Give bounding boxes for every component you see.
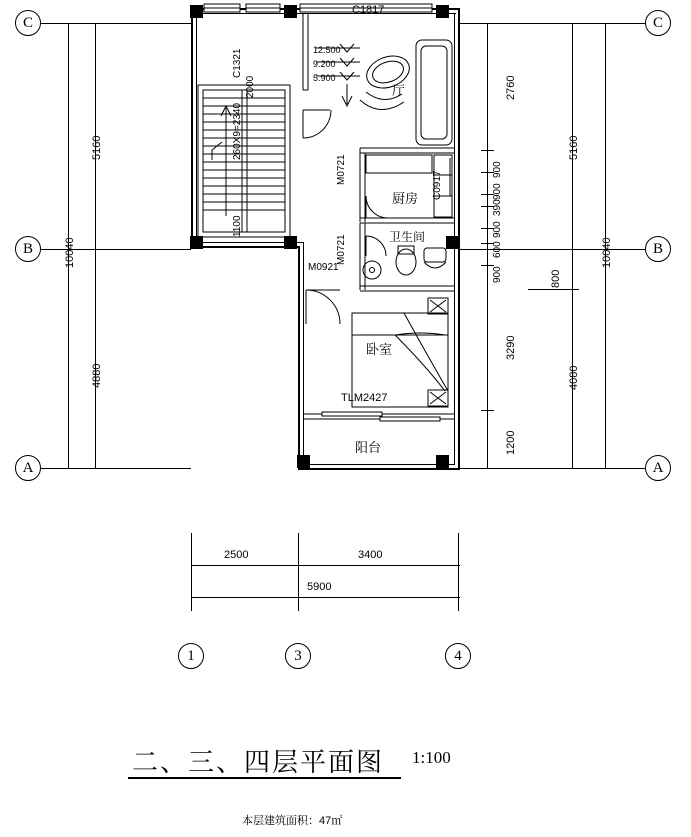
dim-bottom-3400: 3400 (358, 549, 383, 561)
dim-left-5160: 5160 (91, 135, 103, 160)
opening-m0721-upper: M0721 (336, 154, 347, 185)
opening-m0921: M0921 (308, 262, 339, 273)
level-5900: 5.900 (313, 73, 336, 83)
drawing-scale: 1:100 (412, 748, 451, 767)
room-label-bedroom: 卧室 (366, 342, 393, 357)
grid-label: B (652, 240, 663, 257)
dim-ext-3 (298, 533, 299, 611)
dim-line-bottom-total (191, 597, 460, 598)
drawing-title: 二、三、四层平面图 (132, 748, 385, 777)
stair-note-run: 1100 (232, 215, 243, 237)
dim-right-2760: 2760 (505, 75, 517, 100)
room-label-balcony: 阳台 (355, 440, 382, 455)
dim-right-4080: 4080 (568, 365, 580, 390)
dim-right-900a: 900 (492, 161, 503, 178)
opening-tlm2427: TLM2427 (341, 392, 388, 404)
dim-right-900d: 900 (492, 266, 503, 283)
grid-label: C (652, 14, 663, 31)
grid-label: A (652, 459, 664, 476)
opening-c1321: C1321 (232, 48, 243, 78)
dim-right-total-10040: 10040 (601, 237, 613, 268)
grid-label: B (22, 240, 33, 257)
title-underline (128, 777, 401, 779)
dim-right-390: 390 (492, 199, 503, 216)
dim-right-1200: 1200 (505, 430, 517, 455)
stair-note-width: 2000 (245, 75, 256, 98)
opening-m0721-lower: M0721 (336, 234, 347, 265)
dim-right-900c: 900 (492, 221, 503, 238)
level-12500: 12.500 (313, 45, 341, 55)
room-label-bathroom: 卫生间 (389, 230, 426, 244)
opening-c0917: C0917 (432, 170, 443, 200)
grid-label: 1 (187, 647, 195, 664)
room-label-hall: 厅 (392, 83, 406, 98)
dim-bottom-5900: 5900 (307, 581, 332, 593)
dim-tick (298, 558, 299, 572)
dim-tick (191, 558, 192, 572)
stair-note-riser: 260X9=2340 (232, 102, 243, 160)
grid-bubble-4 (445, 643, 471, 669)
dim-tick (458, 590, 459, 604)
dim-right-5160: 5160 (568, 135, 580, 160)
grid-bubble-1 (178, 643, 204, 669)
dim-left-total-10040: 10040 (64, 237, 76, 268)
grid-label: C (22, 14, 33, 31)
dim-tick (191, 590, 192, 604)
dim-right-800: 800 (550, 269, 562, 288)
grid-label: 4 (454, 647, 462, 664)
dim-left-4880: 4880 (91, 363, 103, 388)
room-label-kitchen: 厨房 (392, 191, 419, 206)
opening-c1817: C1817 (352, 4, 385, 16)
grid-label: A (22, 459, 34, 476)
dim-tick (458, 558, 459, 572)
grid-bubble-3 (285, 643, 311, 669)
dim-right-900b: 900 (492, 183, 503, 200)
level-9200: 9.200 (313, 59, 336, 69)
dim-line-bottom-inner (191, 565, 460, 566)
dim-right-600: 600 (492, 241, 503, 258)
grid-label: 3 (294, 647, 302, 664)
dim-right-3290: 3290 (505, 335, 517, 360)
dim-bottom-2500: 2500 (224, 549, 249, 561)
floor-area-note: 本层建筑面积：47㎡ (242, 815, 343, 827)
